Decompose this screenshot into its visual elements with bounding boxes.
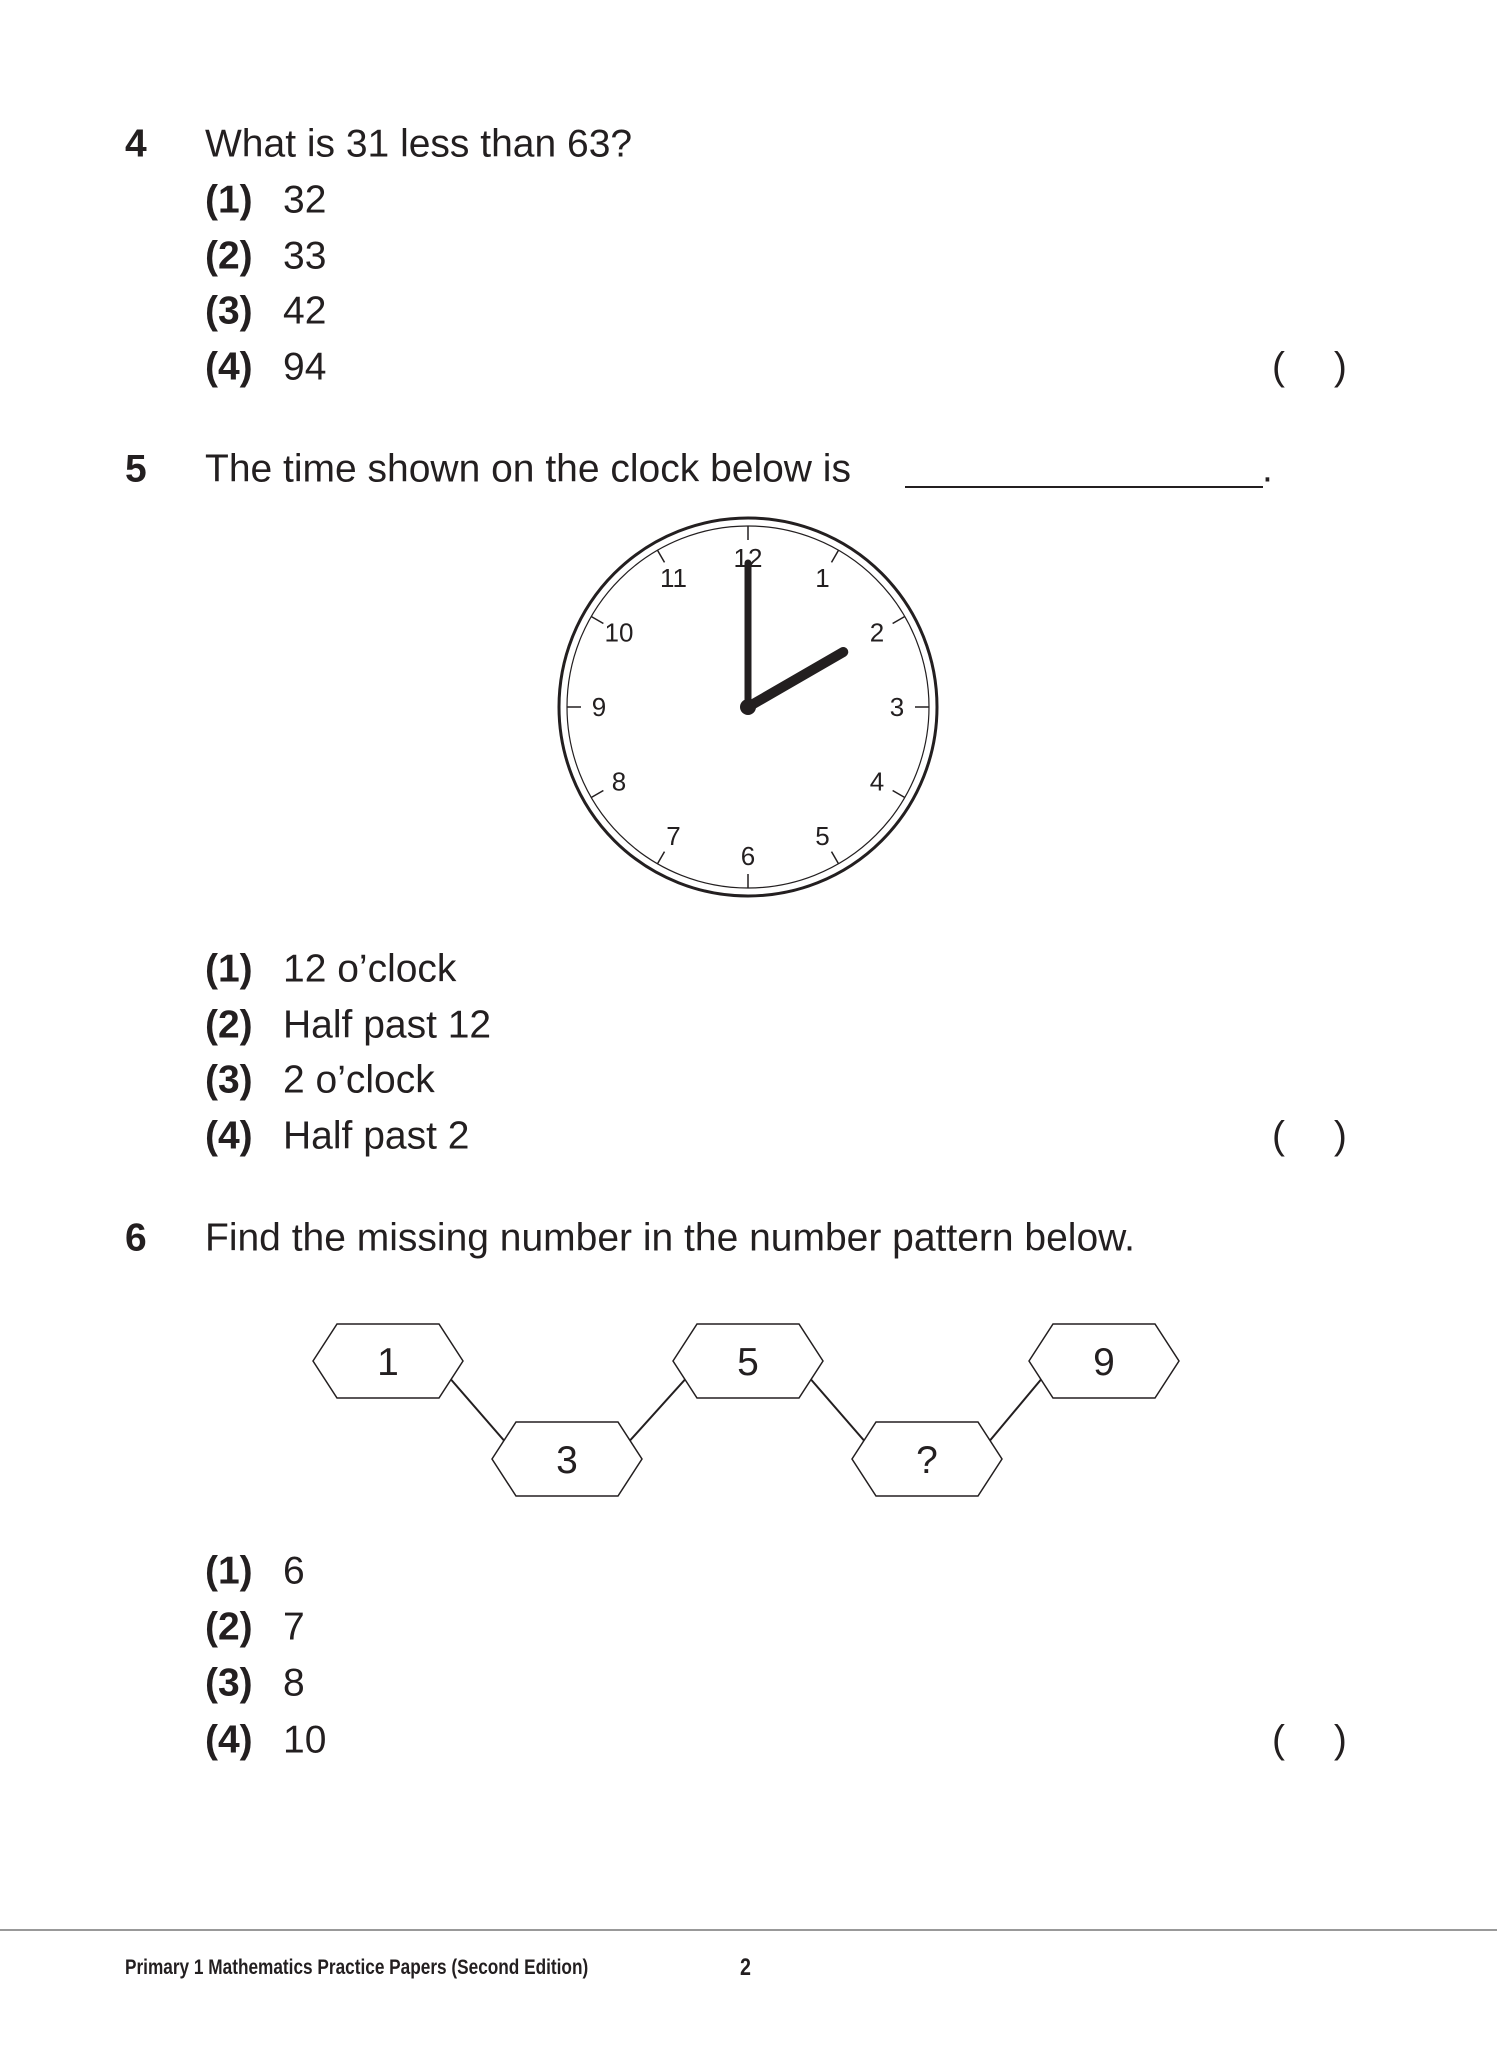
answer-bracket[interactable]: ( ) bbox=[1272, 345, 1347, 389]
clock-numeral: 11 bbox=[660, 562, 687, 593]
option-value[interactable]: 94 bbox=[283, 345, 327, 389]
option-value[interactable]: Half past 2 bbox=[283, 1114, 470, 1158]
option-value[interactable]: Half past 12 bbox=[283, 1003, 492, 1047]
option-label: (3) bbox=[205, 1661, 253, 1705]
question-text: The time shown on the clock below is bbox=[205, 447, 851, 491]
option-label: (1) bbox=[205, 947, 253, 991]
option-value[interactable]: 33 bbox=[283, 234, 327, 278]
clock-numeral: 7 bbox=[666, 821, 681, 852]
option-value[interactable]: 32 bbox=[283, 178, 327, 222]
option-value[interactable]: 12 o’clock bbox=[283, 947, 457, 991]
pattern-number: 3 bbox=[556, 1439, 578, 1482]
option-label: (2) bbox=[205, 1605, 253, 1649]
footer-divider bbox=[0, 1929, 1497, 1931]
answer-bracket[interactable]: ( ) bbox=[1272, 1114, 1347, 1158]
option-label: (4) bbox=[205, 345, 253, 389]
pattern-connector bbox=[811, 1380, 864, 1441]
footer-title: Primary 1 Mathematics Practice Papers (Second Edition) bbox=[125, 1956, 589, 1979]
clock-numeral: 1 bbox=[815, 562, 830, 593]
clock-numeral: 10 bbox=[604, 617, 634, 648]
option-label: (1) bbox=[205, 1549, 253, 1593]
option-label: (4) bbox=[205, 1114, 253, 1158]
option-label: (2) bbox=[205, 1003, 253, 1047]
question-number: 4 bbox=[125, 122, 147, 166]
option-value[interactable]: 7 bbox=[283, 1605, 305, 1649]
clock-numeral: 6 bbox=[740, 841, 756, 871]
clock-numeral: 8 bbox=[611, 766, 627, 797]
question-number: 5 bbox=[125, 447, 147, 491]
option-label: (1) bbox=[205, 178, 253, 222]
question-text: Find the missing number in the number pattern below. bbox=[205, 1216, 1136, 1260]
full-stop: . bbox=[1262, 447, 1273, 491]
option-label: (3) bbox=[205, 289, 253, 333]
option-label: (4) bbox=[205, 1718, 253, 1762]
clock-numeral: 12 bbox=[733, 543, 763, 573]
option-value[interactable]: 6 bbox=[283, 1549, 305, 1593]
option-label: (3) bbox=[205, 1058, 253, 1102]
clock-numeral: 5 bbox=[815, 821, 830, 852]
pattern-connector bbox=[630, 1380, 685, 1441]
answer-bracket[interactable]: ( ) bbox=[1272, 1718, 1347, 1762]
question-number: 6 bbox=[125, 1216, 147, 1260]
clock-numeral: 9 bbox=[591, 692, 607, 722]
option-value[interactable]: 2 o’clock bbox=[283, 1058, 435, 1102]
option-value[interactable]: 42 bbox=[283, 289, 327, 333]
clock-numeral: 2 bbox=[869, 617, 885, 648]
pattern-number: 1 bbox=[377, 1341, 399, 1384]
option-value[interactable]: 10 bbox=[283, 1718, 327, 1762]
page-number: 2 bbox=[740, 1954, 751, 1981]
option-label: (2) bbox=[205, 234, 253, 278]
clock-numeral: 3 bbox=[889, 692, 905, 722]
pattern-number: 9 bbox=[1093, 1341, 1115, 1384]
question-text: What is 31 less than 63? bbox=[205, 122, 633, 166]
clock-numeral: 4 bbox=[869, 766, 885, 797]
missing-number: ? bbox=[916, 1439, 938, 1482]
pattern-number: 5 bbox=[737, 1341, 759, 1384]
pattern-connector bbox=[451, 1380, 504, 1441]
option-value[interactable]: 8 bbox=[283, 1661, 305, 1705]
pattern-connector bbox=[990, 1380, 1041, 1441]
